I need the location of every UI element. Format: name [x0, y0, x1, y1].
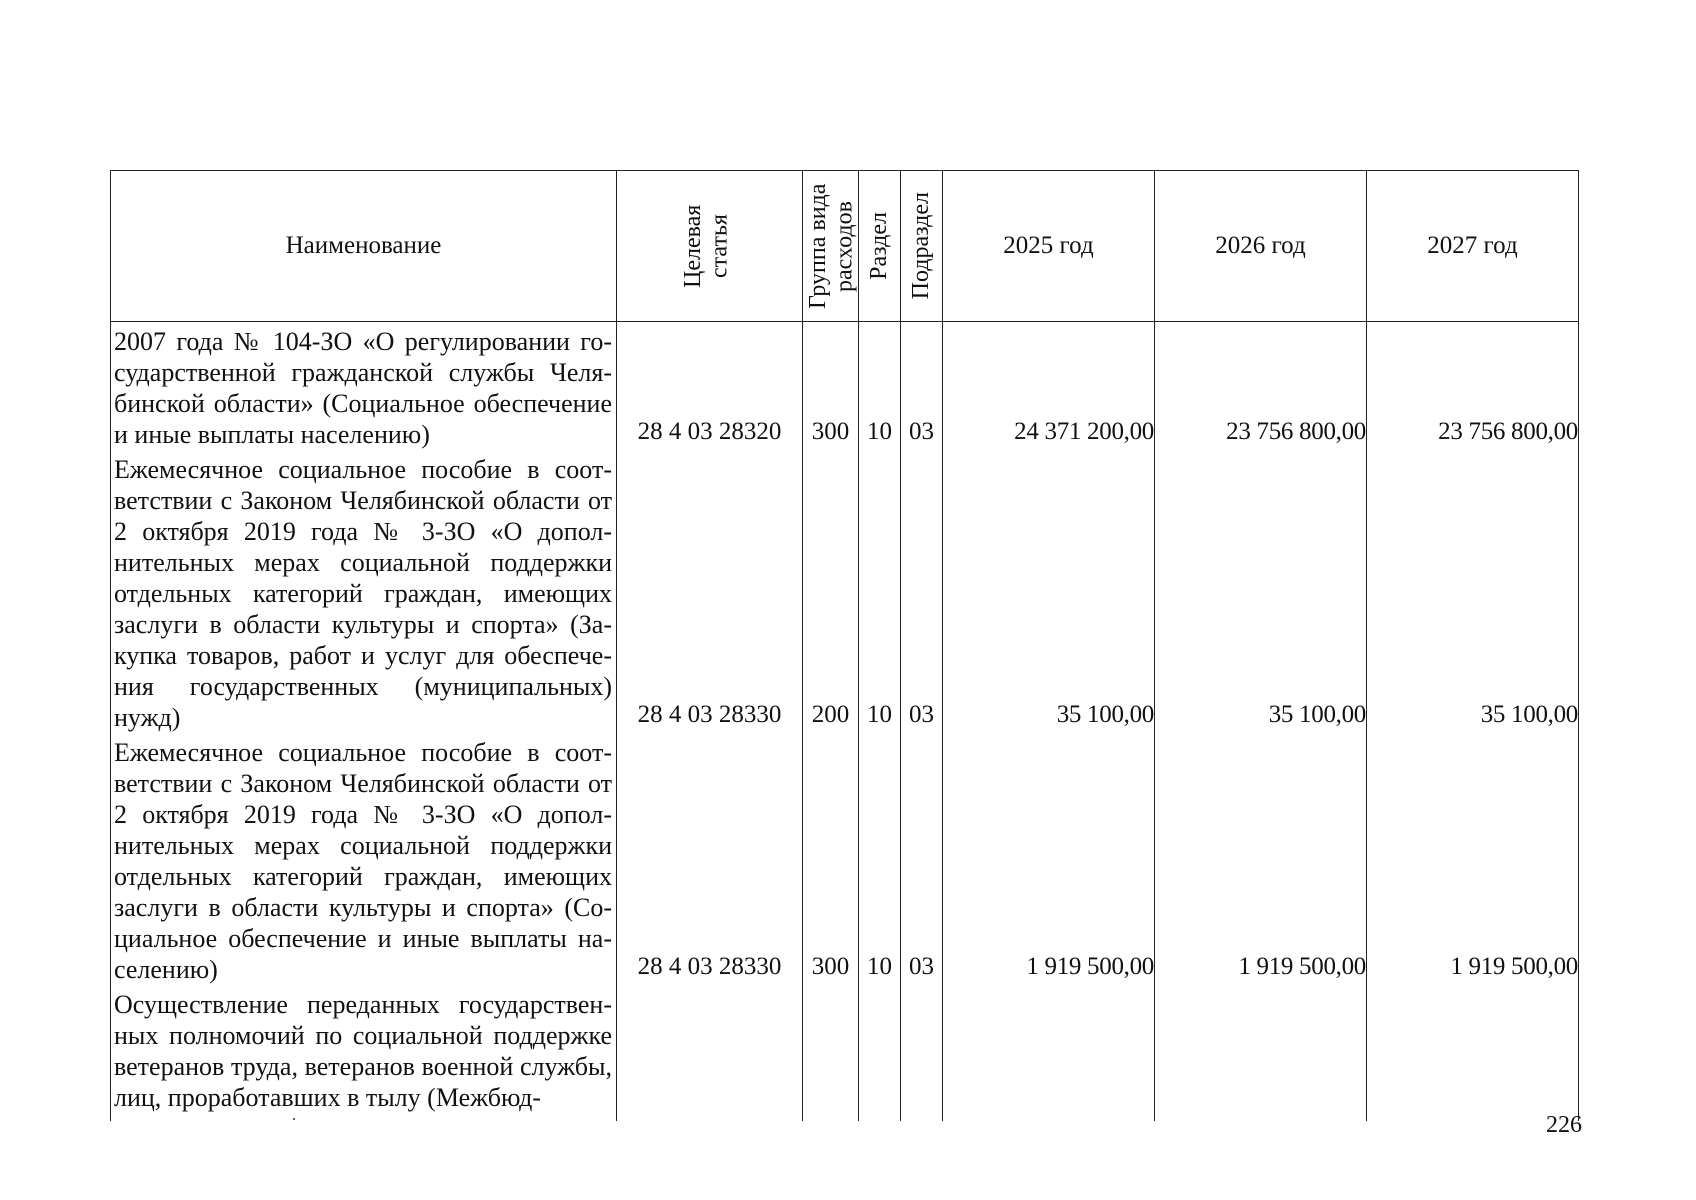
header-2026: 2026 год — [1155, 171, 1367, 322]
row-target: 28 4 03 28320 — [617, 322, 803, 451]
table-row — [111, 985, 1579, 1121]
row-2025: 35 100,00 — [943, 450, 1155, 733]
row-2026: 23 756 800,00 — [1155, 322, 1367, 451]
row-group: 200 — [803, 450, 859, 733]
row-target: 28 4 03 28330 — [617, 450, 803, 733]
row-podrazdel: 03 — [901, 322, 943, 451]
row-name: Ежемесячное социальное пособие в соответствии с Законом Челябинской области от 2 октября 2019 года № 3-ЗО «О дополнительных мерах социальной поддержки отдельных категорий граждан, имеющих заслуги в области культуры и спорта» (Социальное обеспечение и иные выплаты населению) — [111, 733, 617, 985]
header-2025: 2025 год — [943, 171, 1155, 322]
header-group — [803, 171, 859, 322]
budget-table — [110, 170, 1579, 1121]
row-2025: 24 371 200,00 — [943, 322, 1155, 451]
table-row — [111, 733, 1579, 985]
row-target: 28 4 03 28330 — [617, 733, 803, 985]
row-podrazdel: 03 — [901, 450, 943, 733]
page-number: 226 — [1546, 1112, 1582, 1138]
row-razdel: 10 — [859, 450, 901, 733]
row-2025: 1 919 500,00 — [943, 733, 1155, 985]
row-group — [803, 985, 859, 1121]
row-2027: 23 756 800,00 — [1367, 322, 1579, 451]
header-group-text: Группа вида расходов — [804, 183, 857, 309]
row-group: 300 — [803, 733, 859, 985]
row-2027 — [1367, 985, 1579, 1121]
row-group: 300 — [803, 322, 859, 451]
header-name: Наименование — [111, 171, 617, 322]
row-podrazdel: 03 — [901, 733, 943, 985]
row-razdel — [859, 985, 901, 1121]
header-2027: 2027 год — [1367, 171, 1579, 322]
row-name: Ежемесячное социальное пособие в соответствии с Законом Челябинской области от 2 октября 2019 года № 3-ЗО «О дополнительных мерах социальной поддержки отдельных категорий граждан, имеющих заслуги в области культуры и спорта» (Закупка товаров, работ и услуг для обеспечения государственных (муниципальных) нужд) — [111, 450, 617, 733]
table-header-row — [111, 171, 1579, 322]
row-name: 2007 года № 104-ЗО «О регулировании государственной гражданской службы Челябинской области» (Социальное обеспечение и иные выплаты населению) — [111, 322, 617, 451]
row-2026: 35 100,00 — [1155, 450, 1367, 733]
header-target-text: Целевая статья — [679, 204, 732, 288]
row-target — [617, 985, 803, 1121]
header-podrazdel-text: Подраздел — [908, 192, 935, 300]
header-podrazdel — [901, 171, 943, 322]
table-row — [111, 450, 1579, 733]
row-2025 — [943, 985, 1155, 1121]
row-2026: 1 919 500,00 — [1155, 733, 1367, 985]
row-2026 — [1155, 985, 1367, 1121]
header-razdel — [859, 171, 901, 322]
row-2027: 35 100,00 — [1367, 450, 1579, 733]
row-razdel: 10 — [859, 733, 901, 985]
header-razdel-text: Раздел — [866, 212, 893, 280]
row-razdel: 10 — [859, 322, 901, 451]
scan-speck — [293, 1118, 295, 1120]
row-2027: 1 919 500,00 — [1367, 733, 1579, 985]
row-podrazdel — [901, 985, 943, 1121]
table-row — [111, 322, 1579, 451]
row-name: Осуществление переданных государственных полномочий по социальной поддержке ветеранов труда, ветеранов военной службы, лиц, проработавших в тылу (Межбюд- — [111, 985, 617, 1121]
header-target — [617, 171, 803, 322]
